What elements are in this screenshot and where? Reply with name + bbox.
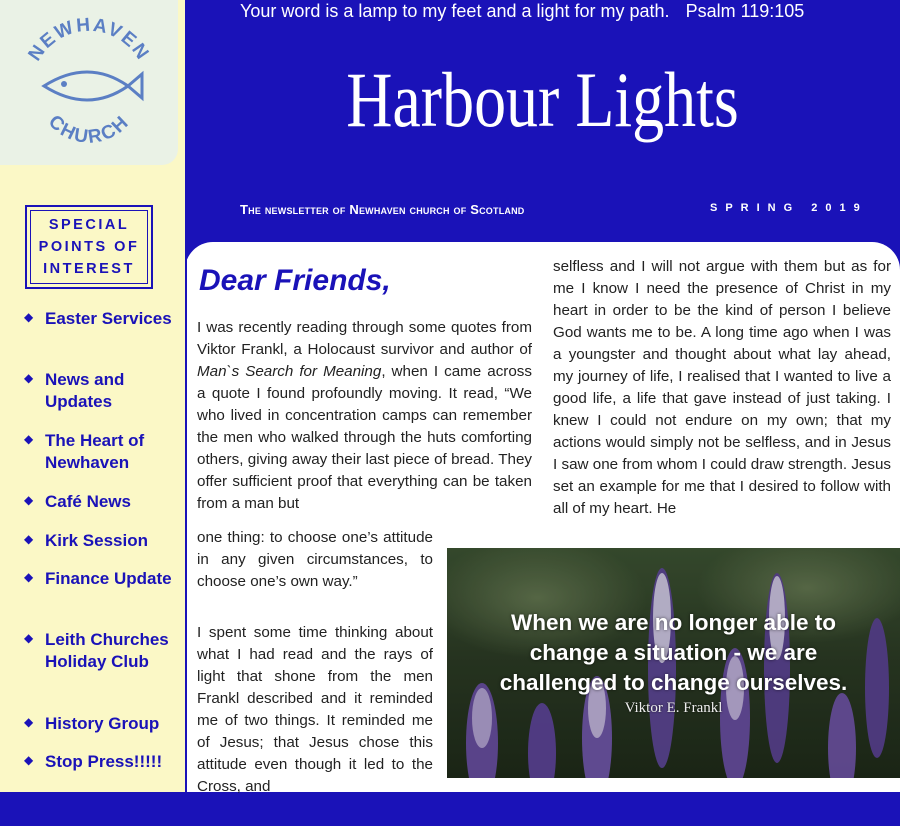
diamond-bullet-icon: ◆	[24, 631, 34, 645]
svg-text:NEWHAVEN	[25, 15, 154, 65]
verse-text: Your word is a lamp to my feet and a light for my path.	[240, 1, 670, 21]
sidebar-item-label: Kirk Session	[45, 531, 148, 550]
verse-reference: Psalm 119:105	[685, 1, 805, 21]
diamond-bullet-icon: ◆	[24, 310, 34, 324]
sidebar-item-label: Easter Services	[45, 309, 172, 328]
sidebar-item-label: Stop Press!!!!!	[45, 752, 163, 771]
logo-bottom-text: CHURCH	[44, 111, 134, 149]
quote-photo	[447, 548, 900, 778]
diamond-bullet-icon: ◆	[24, 715, 34, 729]
svg-text:CHURCH	[44, 111, 134, 148]
sidebar-item-label: History Group	[45, 714, 160, 733]
diamond-bullet-icon: ◆	[24, 371, 34, 385]
quote-line-3: challenged to change ourselves.	[499, 670, 848, 695]
newsletter-title: Harbour Lights	[346, 56, 739, 143]
diamond-bullet-icon: ◆	[24, 532, 34, 546]
p1-text-a: I was recently reading through some quotes from Viktor Frankl, a Holocaust survivor and author of	[197, 319, 532, 358]
sidebar-item-label: Café News	[45, 492, 131, 511]
article-paragraph-1	[197, 317, 532, 515]
content-divider	[185, 256, 187, 826]
article-heading: Dear Friends,	[199, 264, 391, 297]
special-points-box	[25, 205, 153, 289]
quote-line-2: change a situation - we are	[529, 640, 818, 665]
sidebar	[0, 0, 185, 792]
newsletter-header	[185, 0, 900, 242]
sidebar-item-label: The Heart of Newhaven	[45, 431, 145, 472]
sidebar-item-label: Finance Update	[45, 569, 172, 588]
fish-logo-icon	[18, 8, 160, 158]
newsletter-subtitle: The newsletter of Newhaven church of Scotland	[240, 202, 525, 217]
diamond-bullet-icon: ◆	[24, 753, 34, 767]
special-points-line-3: INTEREST	[43, 261, 135, 277]
scripture-verse	[240, 0, 804, 22]
diamond-bullet-icon: ◆	[24, 432, 34, 446]
p1-text-b: , when I came across a quote I found profoundly moving. It read, “We who lived in concentration camps can remember the men who walked through the huts comforting others, giving away their last piece of bread. They offer sufficient proof that everything can be taken from a man but	[197, 363, 532, 512]
diamond-bullet-icon: ◆	[24, 570, 34, 584]
special-points-line-1: SPECIAL	[48, 217, 130, 233]
logo-top-text: NEWHAVEN	[24, 14, 154, 65]
article-paragraph-2: I spent some time thinking about what I had read and the rays of light that shone from the men Frankl described and it reminded me of two things. It reminded me of Jesus; that Jesus chose this attitude even though it led to the Cross, and	[197, 624, 433, 795]
book-title: Man`s Search for Meaning	[197, 363, 382, 380]
church-logo	[0, 0, 178, 165]
quote-attribution: Viktor E. Frankl	[624, 700, 723, 716]
sidebar-item-label: News and Updates	[45, 370, 125, 411]
article-paragraph-1-continued: one thing: to choose one’s attitude in any given circumstances, to choose one’s own way.”	[197, 529, 433, 590]
article-paragraph-3: selfless and I will not argue with them but as for me I know I need the presence of Christ in my heart in order to be the kind of person I believe God wants me to be. A long time ago when I was a youngster and thought about what lay ahead, my journey of life, I realised that I wanted to live a good life, a life that gave instead of just taking. I knew I could not endure on my own; that my actions would simply not be selfless, and in Jesus I saw one from whom I could draw strength. Jesus set an example for me that I desired to follow with all of my heart. He	[553, 258, 891, 517]
diamond-bullet-icon: ◆	[24, 493, 34, 507]
issue-season: SPRING 2019	[710, 202, 868, 214]
photo-quote-text	[447, 608, 900, 698]
special-points-line-2: POINTS OF	[38, 239, 140, 255]
sidebar-item-label: Leith Churches Holiday Club	[45, 630, 169, 671]
quote-line-1: When we are no longer able to	[510, 610, 837, 635]
